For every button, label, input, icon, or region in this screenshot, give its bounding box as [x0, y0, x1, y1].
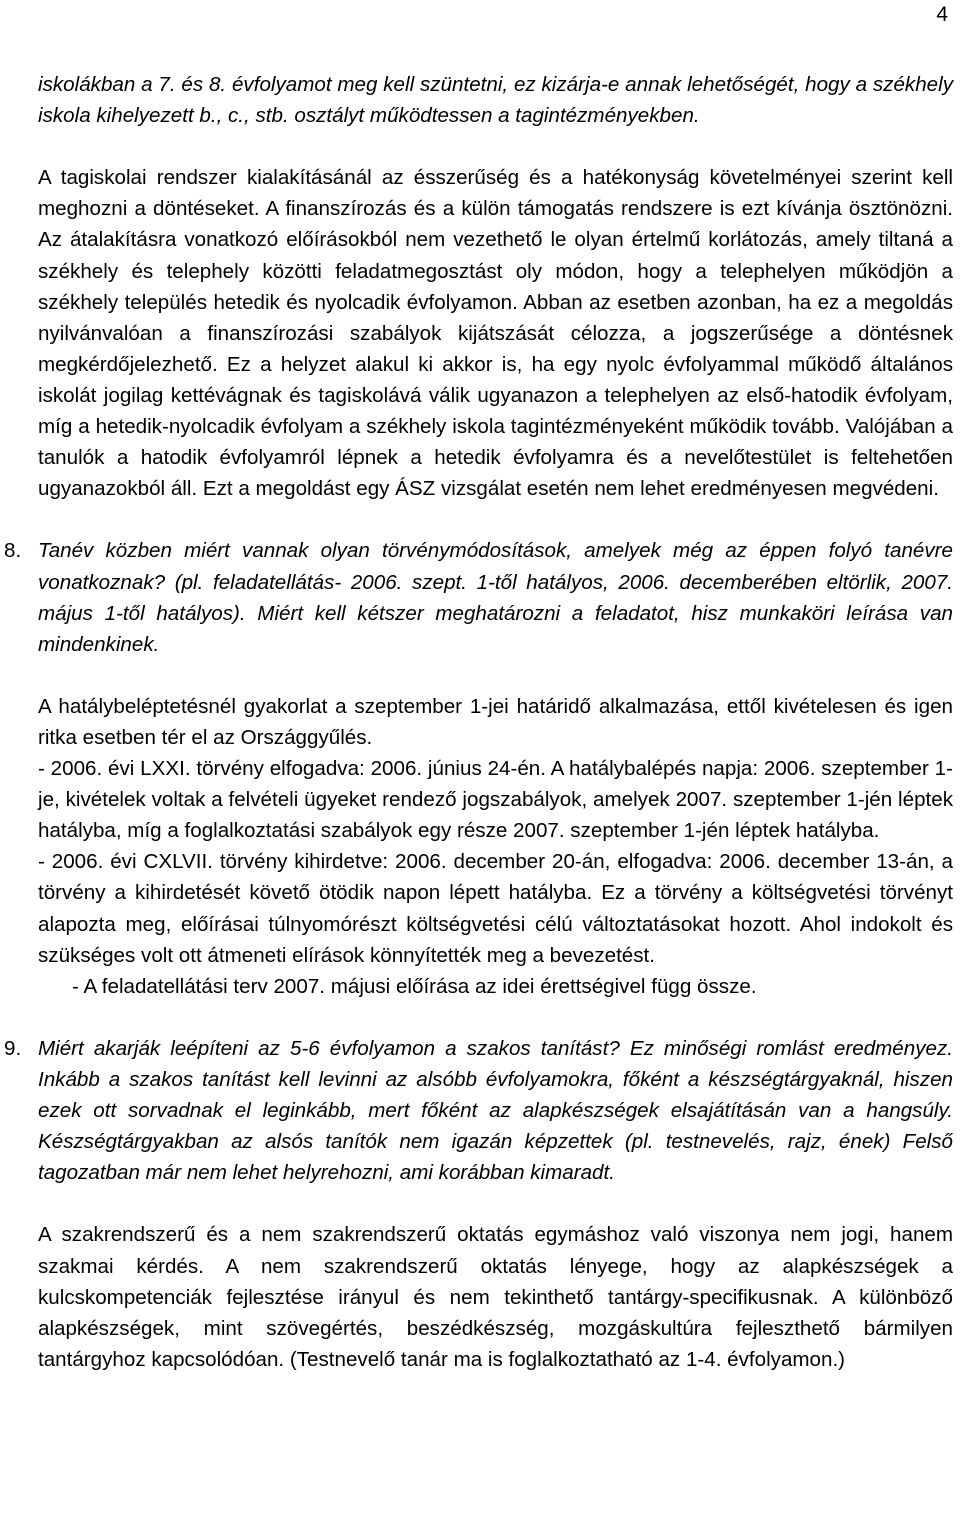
question-number: 8. [4, 539, 22, 563]
question-text: Miért akarják leépíteni az 5-6 évfolyamon a szakos tanítást? Ez minőségi romlást eredményez. Inkább a szakos tanítást kell levinni az alsóbb évfolyamokra, főként a készségtárgyaknál, hiszen ezek ott sorvadnak el leginkább, mert főként az alapkészségek elsajátításán van a hangsúly. Készségtárgyakban az alsós tanítók nem igazán képzettek (pl. testnevelés, rajz, ének) Felső tagozatban már nem lehet helyrehozni, ami korábban kimaradt. [38, 1036, 953, 1185]
question-text: Tanév közben miért vannak olyan törvénymódosítások, amelyek még az éppen folyó tanévre vonatkoznak? (pl. feladatellátás- 2006. szept. 1-től hatályos, 2006. decemberében eltörlik, 2007. május 1-től hatályos). Miért kell kétszer meghatározni a feladatot, hisz munkaköri leírása van mindenkinek. [38, 539, 953, 656]
page-number: 4 [936, 3, 948, 26]
answer-paragraph: - A feladatellátási terv 2007. májusi előírása az idei érettségivel függ össze. [72, 974, 757, 998]
answer-paragraph: - 2006. évi CXLVII. törvény kihirdetve: 2006. december 20-án, elfogadva: 2006. december 13-án, a törvény a kihirdetését követő ötödik napon lépett hatályba. Ez a törvény a költségvetési törvényt alapozta meg, előírásai túlnyomórészt költségvetési célú változtatásokat hozott. Ahol indokolt és szükséges volt ott átmeneti elírások könnyítették meg a bevezetést. [38, 850, 953, 967]
answer-paragraph: - 2006. évi LXXI. törvény elfogadva: 2006. június 24-én. A hatálybalépés napja: 2006. szeptember 1-je, kivételek voltak a felvételi ügyeket rendező jogszabályok, amelyek 2007. szeptember 1-jén léptek hatályba, míg a foglalkoztatási szabályok egy része 2007. szeptember 1-jén léptek hatályba. [38, 757, 953, 843]
answer-paragraph: A szakrendszerű és a nem szakrendszerű oktatás egymáshoz való viszonya nem jogi, hanem szakmai kérdés. A nem szakrendszerű oktatás lényege, hogy az alapkészségek a kulcskompetenciák fejlesztése irányul és nem tekinthető tantárgy-specifikusnak. A különböző alapkészségek, mint szövegértés, beszédkészség, mozgáskultúra fejleszthető bármilyen tantárgyhoz kapcsolódóan. (Testnevelő tanár ma is foglalkoztatható az 1-4. évfolyamon.) [38, 1223, 953, 1371]
question-8 [4, 535, 953, 659]
question-number: 9. [4, 1036, 22, 1060]
answer-paragraph: A hatálybeléptetésnél gyakorlat a szeptember 1-jei határidő alkalmazása, ettől kivételesen és igen ritka esetben tér el az Országgyűlés. [38, 694, 953, 749]
question-9 [4, 1033, 953, 1188]
question-continuation: iskolákban a 7. és 8. évfolyamot meg kell szüntetni, ez kizárja-e annak lehetőségét, hogy a székhely iskola kihelyezett b., c., stb. osztályt működtessen a tagintézményekben. [38, 73, 953, 128]
answer-paragraph: A tagiskolai rendszer kialakításánál az ésszerűség és a hatékonyság követelményei szerint kell meghozni a döntéseket. A finanszírozás és a külön támogatás rendszere is ezt kívánja ösztönözni. Az átalakításra vonatkozó előírásokból nem vezethető le olyan értelmű korlátozás, amely tiltaná a székhely és telephely közötti feladatmegosztást oly módon, hogy a telephelyen működjön a székhely település hetedik és nyolcadik évfolyamon. Abban az esetben azonban, ha ez a megoldás nyilvánvalóan a finanszírozási szabályok kijátszását célozza, a jogszerűsége a döntésnek megkérdőjelezhető. Ez a helyzet alakul ki akkor is, ha egy nyolc évfolyammal működő általános iskolát jogilag kettévágnak és tagiskolává válik ugyanazon a telephelyen az első-hatodik évfolyam, míg a hetedik-nyolcadik évfolyam a székhely iskola tagintézményeként működik tovább. Valójában a tanulók a hatodik évfolyamról lépnek a hetedik évfolyamra és a nevelőtestület is feltehetően ugyanazokból áll. Ezt a megoldást egy ÁSZ vizsgálat esetén nem lehet eredményesen megvédeni. [38, 166, 953, 501]
document-body [4, 69, 953, 1375]
